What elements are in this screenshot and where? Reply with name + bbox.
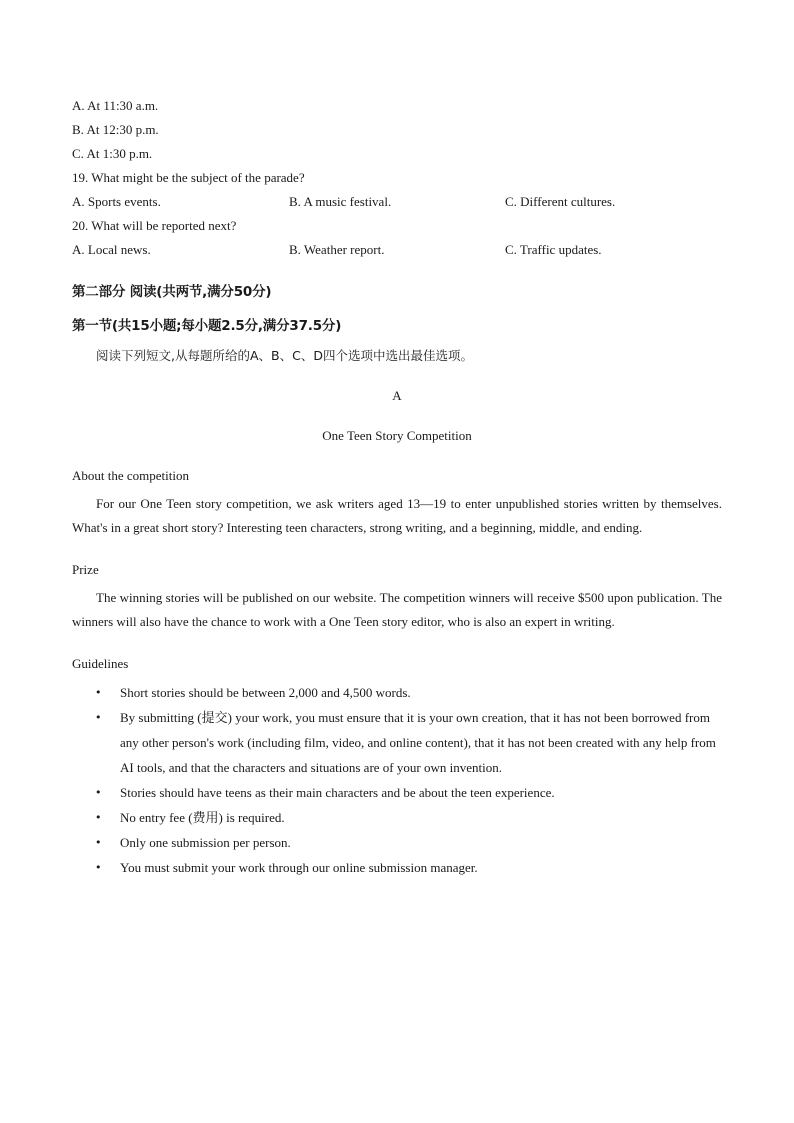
q20-option-b: B. Weather report. (289, 242, 385, 257)
exam-page (72, 94, 722, 880)
q20-option-a: A. Local news. (72, 242, 151, 257)
q20-option-c: C. Traffic updates. (505, 242, 602, 257)
guideline-item: • By submitting (提交) your work, you must ensure that it is your own creation, that it has not been borrowed from any other person's work (including film, video, and online content), that it has not been created with any help from AI tools, and that the characters and situations are of your own invention. (72, 705, 722, 780)
q18-option-c: C. At 1:30 p.m. (72, 146, 153, 161)
guidelines-heading: Guidelines (72, 656, 129, 671)
guideline-item: • You must submit your work through our online submission manager. (72, 855, 722, 880)
prize-paragraph: The winning stories will be published on our website. The competition winners will receive $500 upon publication. The winners will also have the chance to work with a One Teen story editor, who is also an expert in writing. (72, 590, 722, 629)
prize-heading: Prize (72, 562, 99, 577)
q19-option-a: A. Sports events. (72, 194, 161, 209)
bullet-icon: • (95, 861, 102, 874)
guideline-item: • Only one submission per person. (72, 830, 722, 855)
q19-question: 19. What might be the subject of the parade? (72, 170, 305, 185)
guidelines-list (72, 680, 722, 880)
guideline-item: • No entry fee (费用) is required. (72, 805, 722, 830)
guideline-item: • Stories should have teens as their main characters and be about the teen experience. (72, 780, 722, 805)
q18-option-b: B. At 12:30 p.m. (72, 122, 159, 137)
bullet-icon: • (95, 786, 102, 799)
bullet-icon: • (95, 686, 102, 699)
bullet-icon: • (95, 711, 102, 724)
guideline-item: • Short stories should be between 2,000 and 4,500 words. (72, 680, 722, 705)
about-paragraph: For our One Teen story competition, we ask writers aged 13—19 to enter unpublished stories written by themselves. What's in a great short story? Interesting teen characters, strong writing, and a beginning, middle, and ending. (72, 496, 722, 535)
passage-title: One Teen Story Competition (322, 428, 472, 443)
passage-letter: A (392, 388, 402, 403)
about-heading: About the competition (72, 468, 189, 483)
q18-option-a: A. At 11:30 a.m. (72, 98, 159, 113)
section-title: 第一节(共15小题;每小题2.5分,满分37.5分) (72, 318, 342, 334)
q20-question: 20. What will be reported next? (72, 218, 237, 233)
bullet-icon: • (95, 836, 102, 849)
q20-options (72, 238, 722, 262)
q19-option-c: C. Different cultures. (505, 194, 616, 209)
bullet-icon: • (95, 811, 102, 824)
q19-option-b: B. A music festival. (289, 194, 392, 209)
reading-instruction: 阅读下列短文,从每题所给的A、B、C、D四个选项中选出最佳选项。 (96, 348, 473, 363)
q19-options (72, 190, 722, 214)
part-title: 第二部分 阅读(共两节,满分50分) (72, 284, 272, 300)
